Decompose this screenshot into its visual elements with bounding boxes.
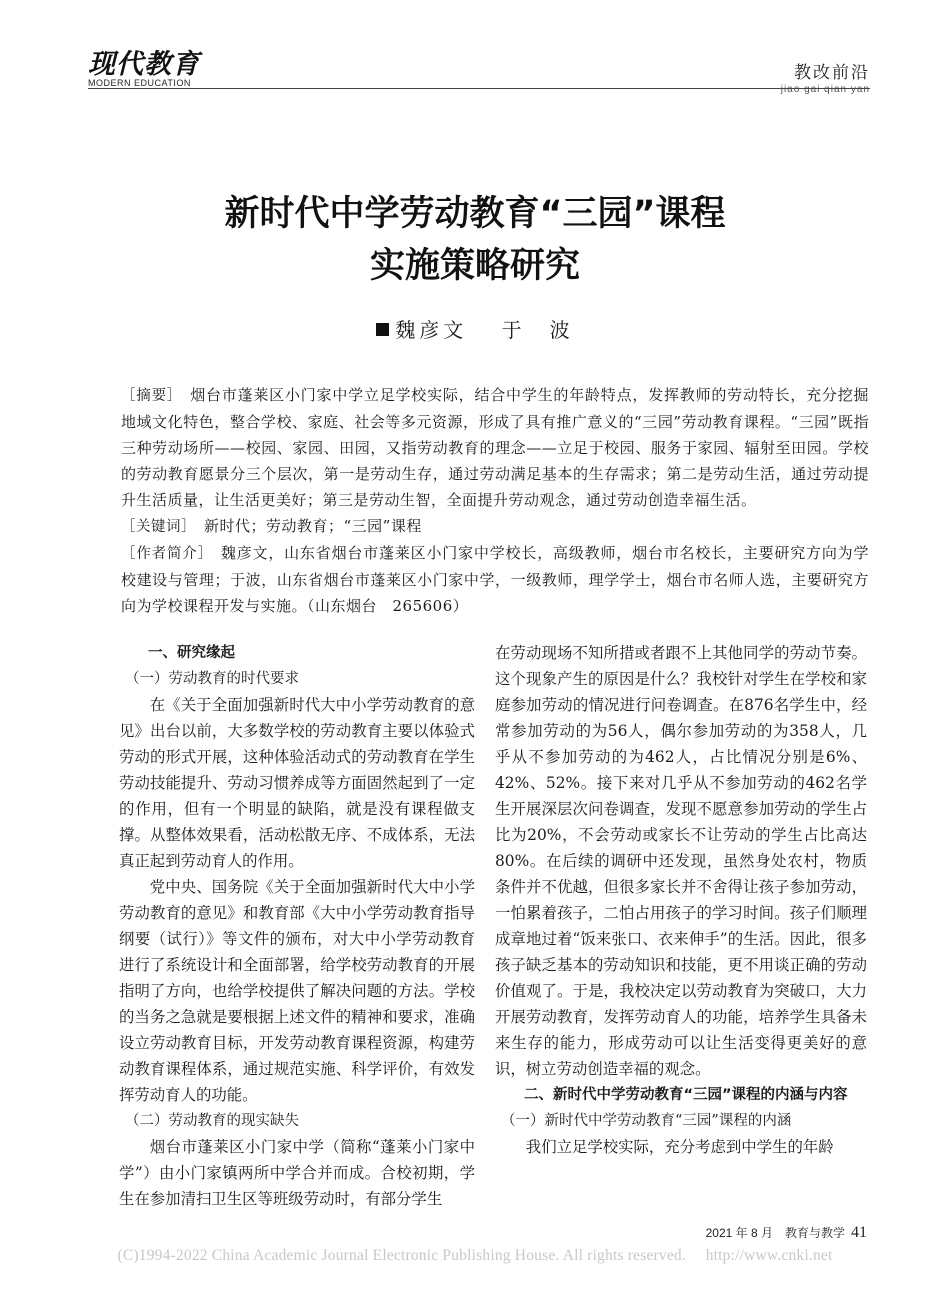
section-pinyin: jiao gai qian yan	[780, 84, 870, 95]
paragraph-2: 党中央、国务院《关于全面加强新时代大中小学劳动教育的意见》和教育部《大中小学劳动教育指导纲要（试行）》等文件的颁布，对大中小学劳动教育进行了系统设计和全面部署，给学校劳动教育的开展指明了方向，也给学校提供了解决问题的方法。学校的当务之急就是要根据上述文件的精神和要求，准确设立劳动教育目标，开发劳动教育课程资源，构建劳动教育课程体系，通过规范实施、科学评价，有效发挥劳动育人的功能。	[119, 878, 475, 1104]
paragraph-5: 我们立足学校实际，充分考虑到中学生的年龄	[525, 1138, 834, 1156]
abstract	[121, 382, 869, 513]
subsection-heading-3: （一）新时代中学劳动教育“三园”课程的内涵	[501, 1113, 792, 1129]
title-line-2: 实施策略研究	[369, 246, 580, 286]
section-header	[781, 58, 870, 95]
body-column-right	[495, 640, 867, 1160]
author-names: 魏彦文 于 波	[395, 318, 574, 342]
paragraph-4: 在劳动现场不知所措或者跟不上其他同学的劳动节奏。这个现象产生的原因是什么？我校针对学生在学校和家庭参加劳动的情况进行问卷调查。在876名学生中，经常参加劳动的为56人，偶尔参加劳动的为358人，几乎从不参加劳动的为462人，占比情况分别是6%、42%、52%。接下来对几乎从不参加劳动的462名学生开展深层次问卷调查，发现不愿意参加劳动的学生占比为20%，不会劳动或家长不让劳动的学生占比高达80%。在后续的调研中还发现，虽然身处农村，物质条件并不优越，但很多家长并不舍得让孩子参加劳动，一怕累着孩子，二怕占用孩子的学习时间。孩子们顺理成章地过着“饭来张口、衣来伸手”的生活。因此，很多孩子缺乏基本的劳动知识和技能，更不用谈正确的劳动价值观了。于是，我校决定以劳动教育为突破口，大力开展劳动教育，发挥劳动育人的功能，培养学生具备未来生存的能力，形成劳动可以让生活变得更美好的意识，树立劳动创造幸福的观念。	[495, 644, 867, 1078]
square-bullet-icon	[376, 323, 389, 336]
paragraph-1: 在《关于全面加强新时代大中小学劳动教育的意见》出台以前，大多数学校的劳动教育主要以体验式劳动的形式开展，这种体验活动式的劳动教育在学生劳动技能提升、劳动习惯养成等方面固然起到了一定的作用，但有一个明显的缺陷，就是没有课程做支撑。从整体效果看，活动松散无序、不成体系，无法真正起到劳动育人的作用。	[119, 696, 475, 870]
keywords	[121, 513, 869, 540]
journal-logo	[88, 50, 200, 88]
abstract-text: 烟台市蓬莱区小门家中学立足学校实际，结合中学生的年龄特点，发挥教师的劳动特长，充分挖掘地域文化特色，整合学校、家庭、社会等多元资源，形成了具有推广意义的“三园”劳动教育课程。“三园”既指三种劳动场所——校园、家园、田园，又指劳动教育的理念——立足于校园、服务于家园、辐射至田园。学校的劳动教育愿景分三个层次，第一是劳动生存，通过劳动满足基本的生存需求；第二是劳动生活，通过劳动提升生活质量，让生活更美好；第三是劳动生智，全面提升劳动观念，通过劳动创造幸福生活。	[121, 386, 870, 509]
header-divider	[88, 88, 870, 89]
section-name: 教改前沿	[794, 63, 870, 83]
journal-logo-en: MODERN EDUCATION	[88, 78, 191, 88]
title-line-1: 新时代中学劳动教育“三园”课程	[224, 194, 726, 234]
author-line	[0, 314, 950, 343]
abstract-label: ［摘要］	[121, 388, 183, 404]
paragraph-3: 烟台市蓬莱区小门家中学（简称“蓬莱小门家中学”）由小门家镇两所中学合并而成。合校初期，学生在参加清扫卫生区等班级劳动时，有部分学生	[119, 1138, 475, 1208]
section-heading-2: 二、新时代中学劳动教育“三园”课程的内涵与内容	[524, 1087, 848, 1103]
journal-logo-cn: 现代教育	[88, 49, 200, 80]
issue-info: 2021 年 8 月 教育与教学	[705, 1226, 845, 1240]
abstract-block	[121, 382, 869, 619]
subsection-heading-2: （二）劳动教育的现实缺失	[125, 1113, 299, 1129]
page-number: 41	[851, 1224, 867, 1241]
keywords-text: 新时代；劳动教育；“三园”课程	[204, 517, 422, 535]
author-bio-text: 魏彦文，山东省烟台市蓬莱区小门家中学校长，高级教师，烟台市名校长，主要研究方向为学校建设与管理；于波，山东省烟台市蓬莱区小门家中学，一级教师，理学学士，烟台市名师人选，主要研究方向为学校课程开发与实施。（山东烟台 265606）	[121, 544, 869, 615]
copyright-notice: (C)1994-2022 China Academic Journal Electronic Publishing House. All rights reserved. http://www.cnki.net	[117, 1247, 833, 1264]
page-footer	[706, 1224, 867, 1242]
author-bio	[121, 540, 869, 619]
keywords-label: ［关键词］	[121, 519, 196, 535]
subsection-heading-1: （一）劳动教育的时代要求	[125, 671, 299, 687]
article-title	[0, 188, 950, 292]
body-column-left	[119, 640, 475, 1212]
author-bio-label: ［作者简介］	[121, 546, 213, 562]
section-heading-1: 一、研究缘起	[148, 645, 235, 661]
